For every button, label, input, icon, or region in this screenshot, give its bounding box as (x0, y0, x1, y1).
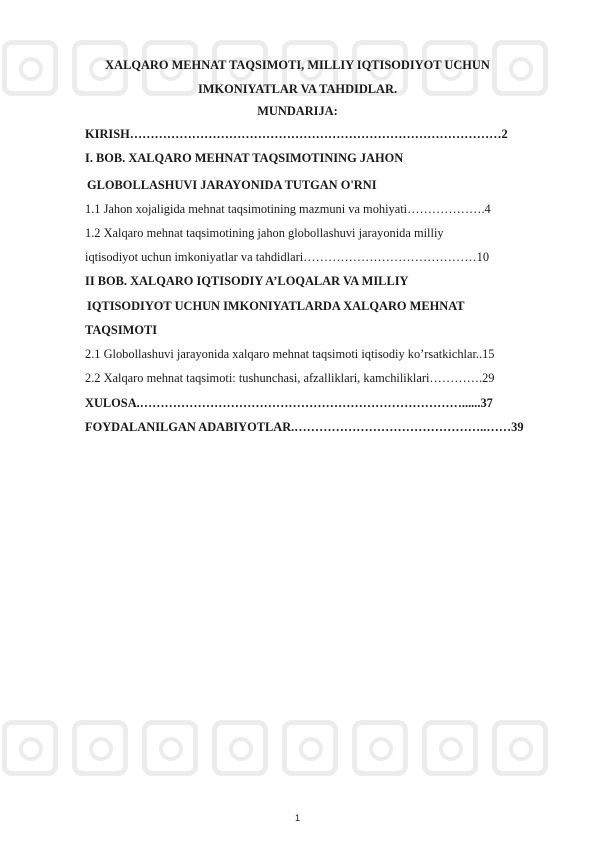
watermark-logo (72, 720, 128, 776)
toc-chapter-2-line-3: TAQSIMOTI (85, 323, 158, 337)
toc-entry-references: FOYDALANILGAN ADABIYOTLAR.………………………………………..……39 (85, 420, 524, 434)
page-number: 1 (294, 813, 300, 823)
toc-section-2-1: 2.1 Globollashuvi jarayonida xalqaro mehnat taqsimoti iqtisodiy ko’rsatkichlar..15 (85, 347, 495, 361)
contents-heading: MUNDARIJA: (257, 104, 338, 118)
toc-chapter-1-line-1: I. BOB. XALQARO MEHNAT TAQSIMOTINING JAHON (85, 151, 404, 165)
toc-entry-introduction: KIRISH………………………………………………………………………………2 (85, 127, 508, 141)
watermark-logo (282, 720, 338, 776)
watermark-logo (352, 720, 408, 776)
toc-section-1-2-line-2: iqtisodiyot uchun imkoniyatlar va tahdidlari……………………………………10 (85, 250, 490, 264)
watermark-logo (422, 720, 478, 776)
watermark-logo (212, 720, 268, 776)
toc-entry-conclusion: XULOSA.……………………………………………………………………......37 (85, 396, 493, 410)
watermark-logo (492, 720, 548, 776)
watermark-logo (2, 720, 58, 776)
watermark-logo (142, 720, 198, 776)
toc-chapter-2-line-2: IQTISODIYOT UCHUN IMKONIYATLARDA XALQARO MEHNAT (87, 299, 465, 313)
document-title-line-2: IMKONIYATLAR VA TAHDIDLAR. (197, 82, 398, 96)
toc-chapter-2-line-1: II BOB. XALQARO IQTISODIY A’LOQALAR VA MILLIY (85, 274, 409, 288)
toc-chapter-1-line-2: GLOBOLLASHUVI JARAYONIDA TUTGAN O'RNI (87, 178, 377, 192)
document-title-line-1: XALQARO MEHNAT TAQSIMOTI, MILLIY IQTISODIYOT UCHUN (105, 58, 490, 72)
toc-section-2-2: 2.2 Xalqaro mehnat taqsimoti: tushunchasi, afzalliklari, kamchiliklari………….29 (85, 371, 495, 385)
toc-section-1-2-line-1: 1.2 Xalqaro mehnat taqsimotining jahon globollashuvi jarayonida milliy (85, 226, 444, 240)
toc-section-1-1: 1.1 Jahon xojaligida mehnat taqsimotining mazmuni va mohiyati……………….4 (85, 202, 491, 216)
